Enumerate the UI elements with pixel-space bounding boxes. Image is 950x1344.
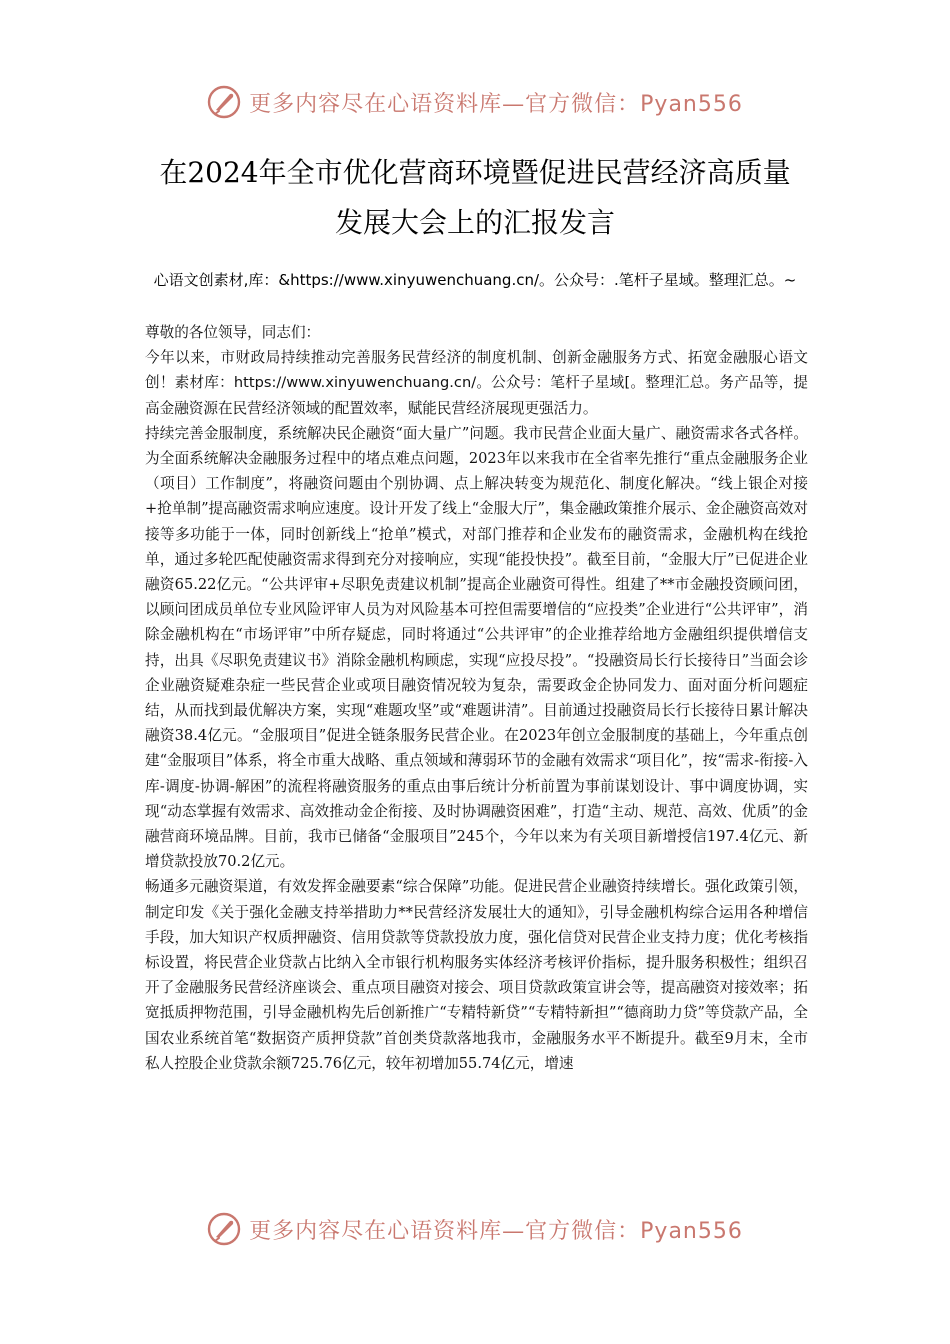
- salutation: 尊敬的各位领导，同志们：: [145, 324, 321, 341]
- header-banner: [0, 82, 950, 122]
- source-attribution: 心语文创素材,库：&https://www.xinyuwenchuang.cn/。公众号：.笔杆子星域。整理汇总。~: [153, 271, 797, 289]
- quill-logo-icon: [207, 85, 241, 119]
- document-body: [145, 320, 808, 1076]
- header-banner-text: 更多内容尽在心语资料库—官方微信：Pyan556: [249, 91, 743, 117]
- quill-logo-icon: [207, 1212, 241, 1246]
- footer-banner-text: 更多内容尽在心语资料库—官方微信：Pyan556: [249, 1218, 743, 1244]
- body-paragraph-financing-channels: 畅通多元融资渠道，有效发挥金融要素“综合保障”功能。促进民营企业融资持续增长。强化政策引领，制定印发《关于强化金融支持举措助力**民营经济发展壮大的通知》，引导金融机构综合运用各种增信手段，加大知识产权质押融资、信用贷款等贷款投放力度，强化信贷对民营企业支持力度；优化考核指标设置，将民营企业贷款占比纳入全市银行机构服务实体经济考核评价指标，提升服务积极性；组织召开了金融服务民营经济座谈会、重点项目融资对接会、项目贷款政策宣讲会等，提高融资对接效率；拓宽抵质押物范围，引导金融机构先后创新推广“专精特新贷”“专精特新担”“德商助力贷”等贷款产品，全国农业系统首笔“数据资产质押贷款”首创类贷款落地我市，金融服务水平不断提升。截至9月末，全市私人控股企业贷款余额725.76亿元，较年初增加55.74亿元，增速: [145, 878, 808, 1072]
- intro-paragraph: 今年以来，市财政局持续推动完善服务民营经济的制度机制、创新金融服务方式、拓宽金融服心语文创！素材库：https://www.xinyuwenchuang.cn/。公众号：笔杆子星域[。整理汇总。务产品等，提高金融资源在民营经济领域的配置效率，赋能民营经济展现更强活力。: [145, 349, 808, 417]
- document-title: [120, 148, 830, 248]
- title-line-1: 在2024年全市优化营商环境暨促进民营经济高质量: [159, 156, 791, 189]
- body-paragraph-finance-system: 持续完善金服制度，系统解决民企融资“面大量广”问题。我市民营企业面大量广、融资需求各式各样。为全面系统解决金融服务过程中的堵点难点问题，2023年以来我市在全省率先推行“重点金融服务企业（项目）工作制度”，将融资问题由个别协调、点上解决转变为规范化、制度化解决。“线上银企对接+抢单制”提高融资需求响应速度。设计开发了线上“金服大厅”，集金融政策推介展示、金企融资高效对接等多功能于一体，同时创新线上“抢单”模式，对部门推荐和企业发布的融资需求，金融机构在线抢单，通过多轮匹配使融资需求得到充分对接响应，实现“能投快投”。截至目前，“金服大厅”已促进企业融资65.22亿元。“公共评审+尽职免责建议机制”提高企业融资可得性。组建了**市金融投资顾问团，以顾问团成员单位专业风险评审人员为对风险基本可控但需要增信的“应投类”企业进行“公共评审”，消除金融机构在“市场评审”中所存疑虑，同时将通过“公共评审”的企业推荐给地方金融组织提供增信支持，出具《尽职免责建议书》消除金融机构顾虑，实现“应投尽投”。“投融资局长行长接待日”当面会诊企业融资疑难杂症一些民营企业或项目融资情况较为复杂，需要政金企协同发力、面对面分析问题症结，从而找到最优解决方案，实现“难题攻坚”或“难题讲清”。目前通过投融资局长行长接待日累计解决融资38.4亿元。“金服项目”促进全链条服务民营企业。在2023年创立金服制度的基础上，今年重点创建“金服项目”体系，将全市重大战略、重点领域和薄弱环节的金融有效需求“项目化”，按“需求-衔接-入库-调度-协调-解困”的流程将融资服务的重点由事后统计分析前置为事前谋划设计、事中调度协调，实现“动态掌握有效需求、高效推动金企衔接、及时协调融资困难”，打造“主动、规范、高效、优质”的金融营商环境品牌。目前，我市已储备“金服项目”245个，今年以来为有关项目新增授信197.4亿元、新增贷款投放70.2亿元。: [145, 424, 808, 871]
- title-line-2: 发展大会上的汇报发言: [334, 206, 615, 239]
- footer-banner: [0, 1209, 950, 1249]
